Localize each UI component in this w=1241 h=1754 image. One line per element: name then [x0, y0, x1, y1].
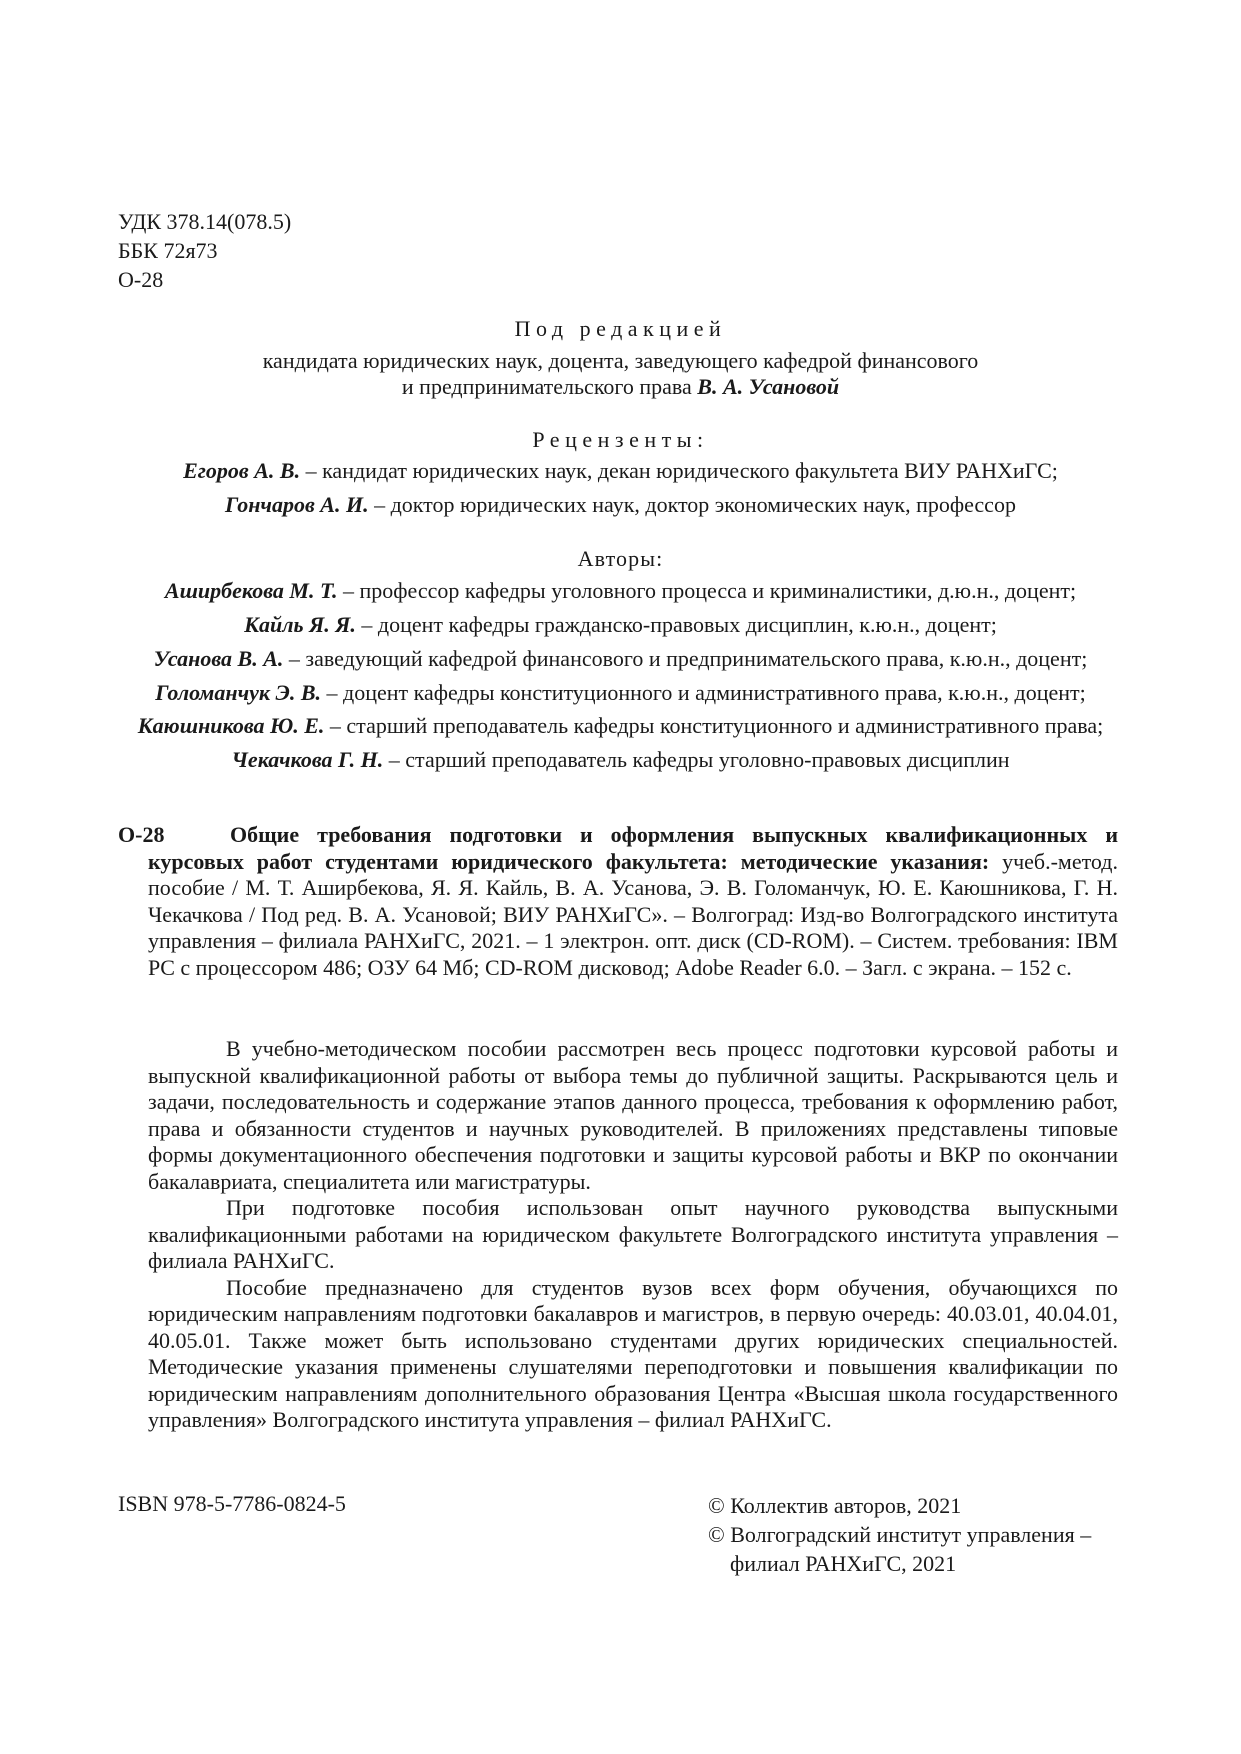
author-entry [100, 612, 1141, 638]
reviewer-entry [100, 492, 1141, 518]
abstract [148, 1036, 1118, 1434]
authors-heading: Авторы: [577, 546, 664, 571]
author-entry [100, 680, 1141, 706]
author-name: Аширбекова М. Т. [164, 578, 338, 603]
editor-name: В. А. Усановой [697, 374, 840, 399]
author-desc: – старший преподаватель кафедры конституционного и административного права; [324, 713, 1104, 738]
author-sign: О-28 [118, 267, 164, 292]
author-name: Усанова В. А. [153, 646, 284, 671]
classification-codes [118, 207, 291, 294]
abstract-paragraph: При подготовке пособия использован опыт научного руководства выпускными квалификационными работами на юридическом факультете Волгоградского института управления – филиала РАНХиГС. [148, 1195, 1118, 1273]
copyright-institute-cont: филиал РАНХиГС, 2021 [730, 1551, 957, 1576]
copyright-institute: © Волгоградский институт управления – [708, 1522, 1092, 1547]
catalog-description: учеб.-метод. пособие / М. Т. Аширбекова, Я. Я. Кайль, В. А. Усанова, Э. В. Голоманчук, Ю. Е. Каюшникова, Г. Н. Чекачкова / Под ред. В. А. Усановой; ВИУ РАНХиГС». – Волгоград: Изд-во Волгоградского института управления – филиала РАНХиГС, 2021. – 1 электрон. опт. диск (CD-ROM). – Систем. требования: IBM PC с процессором 486; ОЗУ 64 Мб; CD-ROM дисковод; Adobe Reader 6.0. – Загл. с экрана. – 152 с. [148, 848, 1118, 980]
author-entry [100, 646, 1141, 672]
reviewer-desc: – кандидат юридических наук, декан юридического факультета ВИУ РАНХиГС; [300, 458, 1058, 483]
isbn: ISBN 978-5-7786-0824-5 [118, 1491, 346, 1516]
catalog-title: Общие требования подготовки и оформления выпускных квалификационных и курсовых работ студентами юридического факультета: методические указания: [148, 822, 1118, 874]
author-name: Каюшникова Ю. Е. [137, 713, 325, 738]
reviewer-name: Егоров А. В. [183, 458, 301, 483]
editor-line-2 [100, 374, 1141, 400]
author-desc: – профессор кафедры уголовного процесса и криминалистики, д.ю.н., доцент; [337, 578, 1077, 603]
copyright-block [708, 1491, 1091, 1578]
author-name: Чекачкова Г. Н. [231, 747, 384, 772]
author-desc: – доцент кафедры гражданско-правовых дисциплин, к.ю.н., доцент; [355, 612, 997, 637]
reviewer-entry [100, 458, 1141, 484]
author-name: Кайль Я. Я. [244, 612, 356, 637]
author-entry [100, 578, 1141, 604]
author-desc: – заведующий кафедрой финансового и предпринимательского права, к.ю.н., доцент; [283, 646, 1088, 671]
bbk-code: ББК 72я73 [118, 238, 218, 263]
abstract-paragraph: Пособие предназначено для студентов вузов всех форм обучения, обучающихся по юридическим направлениям подготовки бакалавров и магистров, в первую очередь: 40.03.01, 40.04.01, 40.05.01. Также может быть использовано студентами других юридических специальностей. Методические указания применены слушателями переподготовки и повышения квалификации по юридическим направлениям дополнительного образования Центра «Высшая школа государственного управления» Волгоградского института управления – филиал РАНХиГС. [148, 1274, 1118, 1432]
copyright-authors: © Коллектив авторов, 2021 [708, 1493, 962, 1518]
reviewer-desc: – доктор юридических наук, доктор экономических наук, профессор [368, 492, 1016, 517]
abstract-paragraph: В учебно-методическом пособии рассмотрен весь процесс подготовки курсовой работы и выпускной квалификационной работы от выбора темы до публичной защиты. Раскрываются цель и задачи, последовательность и содержание этапов данного процесса, требования к оформлению работ, права и обязанности студентов и научных руководителей. В приложениях представлены типовые формы документационного обеспечения подготовки и защиты курсовой работы и ВКР по окончании бакалавриата, специалитета или магистратуры. [148, 1036, 1118, 1194]
author-desc: – доцент кафедры конституционного и административного права, к.ю.н., доцент; [321, 680, 1086, 705]
reviewer-name: Гончаров А. И. [225, 492, 369, 517]
reviewers-heading: Рецензенты: [532, 427, 709, 452]
udk-code: УДК 378.14(078.5) [118, 209, 292, 234]
author-entry [100, 713, 1141, 739]
editor-line-1: кандидата юридических наук, доцента, заведующего кафедрой финансового [262, 348, 979, 373]
author-entry [100, 747, 1141, 773]
editor-heading: Под редакцией [514, 316, 727, 341]
author-name: Голоманчук Э. В. [155, 680, 322, 705]
catalog-body [148, 822, 1118, 981]
catalog-entry [118, 822, 1118, 981]
editor-line-2-text: и предпринимательского права [401, 374, 698, 399]
author-desc: – старший преподаватель кафедры уголовно-правовых дисциплин [383, 747, 1010, 772]
catalog-code: О-28 [118, 822, 165, 847]
